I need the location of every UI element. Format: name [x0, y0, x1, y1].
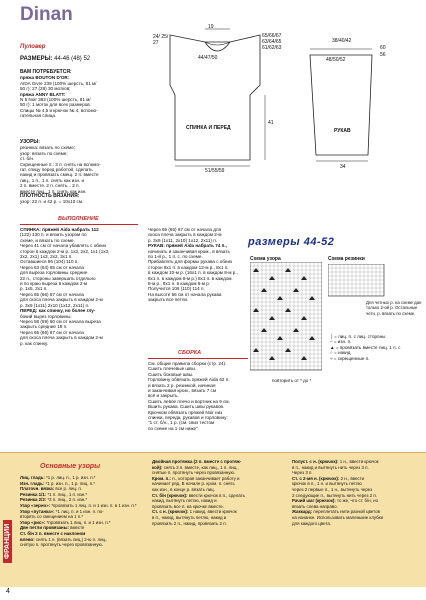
materials-line: 50 г): 1 моток для всех размеров.	[20, 102, 92, 108]
rib-grid-frame	[328, 264, 384, 296]
pattern-chart-title: Схема узора	[250, 256, 281, 262]
assembly-line: Крючком обвязать пряжей Noir низ	[148, 409, 223, 415]
entry-text: снять 2 п. вместе, как лиц., 1 п. лиц.,	[163, 464, 239, 470]
entry-term: Ст. б/н 2 п. вместе с наклоном	[20, 530, 86, 536]
divider	[20, 224, 138, 225]
entry-text: как изн., в конце р. вязать лиц.	[152, 486, 215, 492]
col2-line: Получится 106 (110) 114 п.	[148, 286, 205, 292]
pattern-entry	[20, 542, 145, 548]
front-back-schematic	[150, 20, 280, 170]
assembly-line: Сшить плечевые швы.	[148, 366, 197, 372]
entry-text: то же, что ст. б/н, но	[337, 498, 379, 504]
density-heading: ПЛОТНОСТЬ ВЯЗАНИЯ:	[20, 193, 80, 199]
dim-width: 51/55/59	[205, 168, 225, 174]
entry-text: 1 н., ввести крючок	[339, 459, 379, 464]
patterns-line: узор: вязать по схеме;	[20, 150, 68, 156]
col2-line: начинать и заканчивая кром., в вязать	[148, 248, 230, 254]
patterns-line: ст. б/н.	[20, 156, 35, 162]
entry-text: снять 1 п. (вязать лиц.) 2-ю п. лиц.,	[35, 536, 108, 542]
basic-patterns-col3	[292, 459, 420, 526]
assembly-line: "1 ст. б/н., 1 р. (см. свих тестом	[148, 420, 215, 426]
neckline-back	[205, 42, 230, 45]
divider	[148, 358, 248, 359]
col2-line: р. 3х9 (1х11, 2х10) 1х12, 2х11) п.	[148, 237, 217, 243]
legend-text: = скрещенные п.	[333, 355, 370, 361]
pattern-chart-grid	[250, 262, 322, 376]
entry-text: *провязать 1 лиц. п. и 1 изн. п.*	[46, 519, 111, 525]
side-label: ФРАНЦИИ	[3, 520, 12, 563]
execution-line: для выреза горловины средние	[20, 270, 88, 276]
entry-text: вместе	[70, 525, 85, 531]
patterns-line: вместе лиц., 1 п. снять как изн.	[20, 188, 87, 194]
entry-term: Лиц. гладь:	[20, 475, 45, 480]
assembly-heading: СБОРКА	[178, 350, 202, 356]
dim-sleeve-top: 38/40/42	[332, 38, 352, 44]
entry-text: *1 р. лиц. п., 1 р. изн. п.*	[46, 475, 96, 480]
legend-symbol: ○	[330, 350, 333, 356]
legend-symbol: ≈	[330, 355, 333, 361]
entry-text: вязать слева направо.	[292, 503, 338, 509]
assembly-line: Вшить рукава. Сшить швы рукавов.	[148, 404, 225, 410]
entry-term: Изн. гладь:	[20, 480, 45, 486]
assembly-line: Горловину обвязать пряжей Aida 62 п.	[148, 377, 230, 383]
grid-frame	[250, 262, 322, 370]
col2-line: в каждом 10-м р. (16х1 п. в каждом 8-м р.,	[148, 270, 238, 276]
assembly-line: по схеме на 1 см ниже".	[148, 425, 199, 431]
legend-symbol: │	[330, 334, 333, 339]
assembly-line: См. общие правила сборки (стр. 24).	[148, 361, 227, 366]
execution-line: р. 1х5, 2х1 п.	[20, 286, 48, 292]
entry-text: *1 п. лиц., 1 п. изн.*	[47, 491, 88, 497]
front-back-label: СПИНКА И ПЕРЕД	[186, 125, 231, 131]
col2-line: сторон 8х1 п. в каждом 12-м р., 8х1 п.	[148, 264, 229, 270]
entry-text: п., которая заканчивает работу и	[172, 475, 240, 481]
entry-text: на изнанке. Использовать маленькие клубки	[292, 514, 384, 520]
entry-text: провязать 2 п., накид, провязать 2 п.	[152, 520, 227, 526]
entry-term: Узор «путанка»:	[20, 508, 55, 514]
materials-line: Спицы № 4,5 и крючок № 4; вспомо-	[20, 107, 98, 113]
legend-text: = лиц. п. с лиц. стороны	[334, 334, 386, 339]
sleeve-block	[148, 227, 248, 303]
col2-line: 8х1 п. в каждом 8-м р.) 8х1 п. в каждом	[148, 275, 232, 281]
sleeve-outline	[310, 55, 372, 155]
execution-line: ПЕРЕД: как спинку, но более глу-	[20, 308, 96, 314]
sleeve-schematic	[300, 35, 390, 165]
entry-text: вторять со смещением на 1 п.*	[20, 514, 84, 520]
dim-sleeve-height: 60 56	[380, 45, 386, 58]
dim-sleeve-bottom: 34	[340, 164, 346, 170]
dim-shoulder: 24/ 25/ 27	[153, 34, 169, 46]
col2-line: На высоте 56 см от начала рукава	[148, 291, 222, 297]
assembly-line: спинки, переда, рукавов и горловину:	[148, 415, 228, 421]
entry-text: *провязать 1 лиц. п. и 1 изн. п. в 1 изн. п.*	[51, 502, 137, 508]
dim-side: 41	[268, 120, 274, 126]
assembly-line: Сшить левое плечо и вортник на 9 см.	[148, 398, 230, 404]
entry-term: Ст. с н. (крючок):	[152, 509, 189, 515]
patterns-block	[20, 140, 138, 194]
entry-text: ввести крючок в п., сделать	[188, 492, 245, 498]
execution-line: Через 63 (64) 65 см от начала	[20, 264, 84, 270]
entry-text: *1 лиц. п. и 1 изн. п. по-	[55, 508, 104, 514]
execution-line: сторон в каждом 2-м р. 1х3, 2х2, 1х1 (1х3,	[20, 248, 110, 254]
execution-line: Через 65 (66) 67 см от начала	[20, 291, 84, 297]
execution-line: Через 41 см от начала убавлять с обеих	[20, 243, 107, 249]
entry-term: Жаккард:	[292, 509, 313, 515]
materials-line: пряжа ANNY BLATT:	[20, 91, 66, 97]
entry-text: накид, вытянуть петлю, накид и	[152, 498, 217, 504]
page-title: Dinan	[20, 4, 73, 25]
execution-line: и по краю выреза в каждом 2-м	[20, 281, 88, 287]
entry-term: Две петли провязаны:	[20, 525, 69, 531]
entry-text: в п., накид, вытянуть петлю, накид и	[152, 514, 227, 520]
dim-armhole: 44/47/50	[198, 55, 218, 61]
col2-line: 8-м р., 8х1 п. в каждом 6-м р.	[148, 281, 211, 287]
entry-text: снятую п. протянуть через провязанную.	[20, 542, 103, 548]
materials-heading: ВАМ ПОТРЕБУЕТСЯ:	[20, 69, 72, 75]
execution-line: р. 3х9 (1х11) 2х10 (1х12, 2х11) п.	[20, 302, 90, 308]
execution-block	[20, 227, 140, 346]
entry-term: влево:	[20, 536, 35, 542]
entry-term: Ст. б/н (крючок):	[152, 492, 188, 498]
entry-term: Узор «рис»:	[20, 519, 46, 525]
pattern-entry	[292, 521, 420, 527]
density-line: узор: 22 п. и 42 р. = 10х10 см.	[20, 199, 84, 205]
patterns-line: лиц., 1 п., 1 п. снять как изн. и	[20, 177, 85, 183]
entry-text: все р. лиц. п.	[55, 486, 83, 492]
patterns-line: резинка: вязать по схеме;	[20, 145, 76, 151]
entry-term: Ст. с 2-мя н. (крючок):	[292, 475, 340, 481]
basic-patterns-box	[0, 452, 426, 587]
entry-term: Кром. п.:	[152, 475, 172, 481]
execution-heading: ВЫПОЛНЕНИЕ	[58, 216, 99, 222]
pattern-entry	[152, 521, 282, 527]
basic-patterns-col2	[152, 459, 282, 526]
legend-item	[330, 356, 420, 361]
assembly-line: и заканчивая кром., вязать 7 см	[148, 388, 216, 394]
assembly-line: и вязать 2 р. резинкой, начиная	[148, 382, 216, 388]
execution-line: Через 58 (59) 60 см от начала выреза	[20, 318, 101, 324]
dim-neck: 19	[208, 24, 214, 30]
patterns-line: гат. спицу перед работой, сделать	[20, 167, 93, 173]
execution-line: схеме, и вязать по схеме.	[20, 237, 75, 243]
execution-line: (122) 130 п. и вязать узором по	[20, 232, 87, 238]
entry-text: 2 н., ввести	[340, 475, 365, 481]
entry-term: Резинка 2/2:	[20, 497, 47, 503]
dim-height: 65/66/67 63/64/65 61/62/63	[262, 33, 282, 51]
execution-line: закрыть средние 18 п.	[20, 324, 68, 330]
entry-term: Узор «зерно»:	[20, 502, 51, 508]
legend-text: = изн. п.	[333, 339, 352, 345]
entry-text: для каждого цвета.	[292, 520, 332, 526]
materials-line: пряжа BOUTON D'OR:	[20, 75, 70, 81]
entry-term: Платочн. вязка:	[20, 486, 55, 492]
execution-line: 2х2, 2х1) 1х3, 2х2, 3х1 п.	[20, 254, 73, 260]
col2-line: РУКАВ: пряжей Aida набрать 74 п.,	[148, 243, 227, 249]
materials-line: AIDA Givre 239 (100% шерсть, 81 м/	[20, 80, 97, 86]
garment-type: Пуловер	[20, 44, 46, 50]
entry-text: переплетать нити разной цветов	[313, 509, 380, 515]
sleeve-label: РУКАВ	[334, 128, 351, 134]
entry-term: Двойная протяжка (2 п. вместе с протяж-	[152, 459, 242, 464]
entry-text: через 2 первые п., 1 н., вытянуть через	[292, 486, 373, 492]
assembly-line: Сшить боковые швы.	[148, 371, 194, 377]
entry-text: Через 3 п.	[292, 470, 313, 476]
legend-text: = провязать вместе лиц. 1 п. с	[335, 344, 401, 350]
col2-line: Через 65 (66) 67 см от начала для	[148, 227, 222, 232]
materials-block	[20, 70, 135, 119]
sizes-value: 44-46 (48) 52	[54, 56, 91, 62]
col2-line: скоса плеча закрыть в каждом 2-м	[148, 232, 222, 238]
legend-text: = накид	[334, 350, 351, 356]
col2-line: по 1-й р., 1 п. с. по схеме.	[148, 254, 203, 260]
execution-line: р. как спинку.	[20, 340, 49, 346]
basic-patterns-title: Основные узоры	[40, 463, 101, 470]
patterns-line: Скрещенные п.: 3 п. снять на вспомо-	[20, 161, 101, 167]
rib-note: Для четных р. на схеме дан только 2-ой р. Остальные четн. р. вязать по схеме.	[366, 300, 422, 316]
sizes-label: РАЗМЕРЫ:	[20, 56, 53, 62]
dim-sleeve-inner: 48/50/52	[326, 57, 346, 63]
chart-legend	[330, 334, 420, 361]
materials-line: 50 г): 27 (28) 30 мотков;	[20, 86, 71, 92]
sizes-banner: размеры 44-52	[248, 236, 335, 248]
execution-line: 22 п., стороны завершать отдельно	[20, 275, 96, 281]
body-outline	[170, 35, 260, 160]
entry-text: в п., накид и вытянуть нить через 3 п.	[292, 464, 369, 470]
col2-line: закрыть все петли.	[148, 297, 189, 303]
patterns-line: накид и провязать смещ. 2 п. вместе	[20, 172, 99, 178]
pattern-repeat-note: повторить от * до *	[272, 378, 312, 383]
entry-text: 1 накид, ввести крючок	[189, 509, 237, 515]
entry-term: Резинка 1/1:	[20, 491, 47, 497]
entry-text: начинает ряд. В начале р. кром. п. снять	[152, 481, 235, 487]
entry-text: крючок в п., 1 н. и вытянуть петлю	[292, 481, 362, 487]
materials-line: N 5 Noir 383 (100% шерсть, 81 м/	[20, 97, 91, 103]
assembly-line: всё и закрыть.	[148, 393, 179, 399]
rib-chart-title: Схема резинки	[328, 256, 365, 262]
entry-term: Полуст. с н. (крючок):	[292, 459, 339, 464]
execution-line: Оставшиеся 96 (104) 110 п.	[20, 259, 79, 265]
execution-line: бокий вырез горловины.	[20, 313, 72, 319]
basic-patterns-col1	[20, 475, 145, 548]
entry-term: Рачий шаг (крючок):	[292, 498, 336, 504]
patterns-heading: УЗОРЫ:	[20, 139, 40, 145]
entry-text: снятые п. протянуть через провязанную.	[152, 470, 236, 476]
entry-text: *1 р. изн. п., 1 р. лиц. п.*	[45, 480, 96, 486]
assembly-block	[148, 361, 248, 431]
execution-line: СПИНКА: пряжей Aida набрать 112	[20, 227, 99, 232]
col2-line: Прибавлять для формы рукава с обеих	[148, 259, 233, 265]
entry-text: 2 следующие п., вытянуть нить через 2 п.	[292, 492, 377, 498]
materials-line: гательная спица.	[20, 113, 57, 119]
execution-line: Через 65 (66) 67 см от начала	[20, 329, 84, 335]
entry-text: провязать все п. на крючке вместе.	[152, 503, 224, 509]
sizes-line	[20, 56, 90, 62]
page-number: 4	[6, 588, 10, 595]
legend-symbol: –	[330, 339, 333, 345]
execution-line: для скоса плеча закрыть в каждом 2-м	[20, 335, 103, 341]
patterns-line: 2 п. вместе. 2 п. снять... 2 п.	[20, 183, 80, 189]
entry-text: *2 п. лиц., 2 п. изн.*	[47, 497, 88, 503]
density-block	[20, 194, 138, 205]
legend-symbol: ▲	[330, 344, 335, 350]
entry-term: кой):	[152, 464, 163, 470]
execution-line: для скоса плеча закрыть в каждом 2-м	[20, 297, 103, 303]
